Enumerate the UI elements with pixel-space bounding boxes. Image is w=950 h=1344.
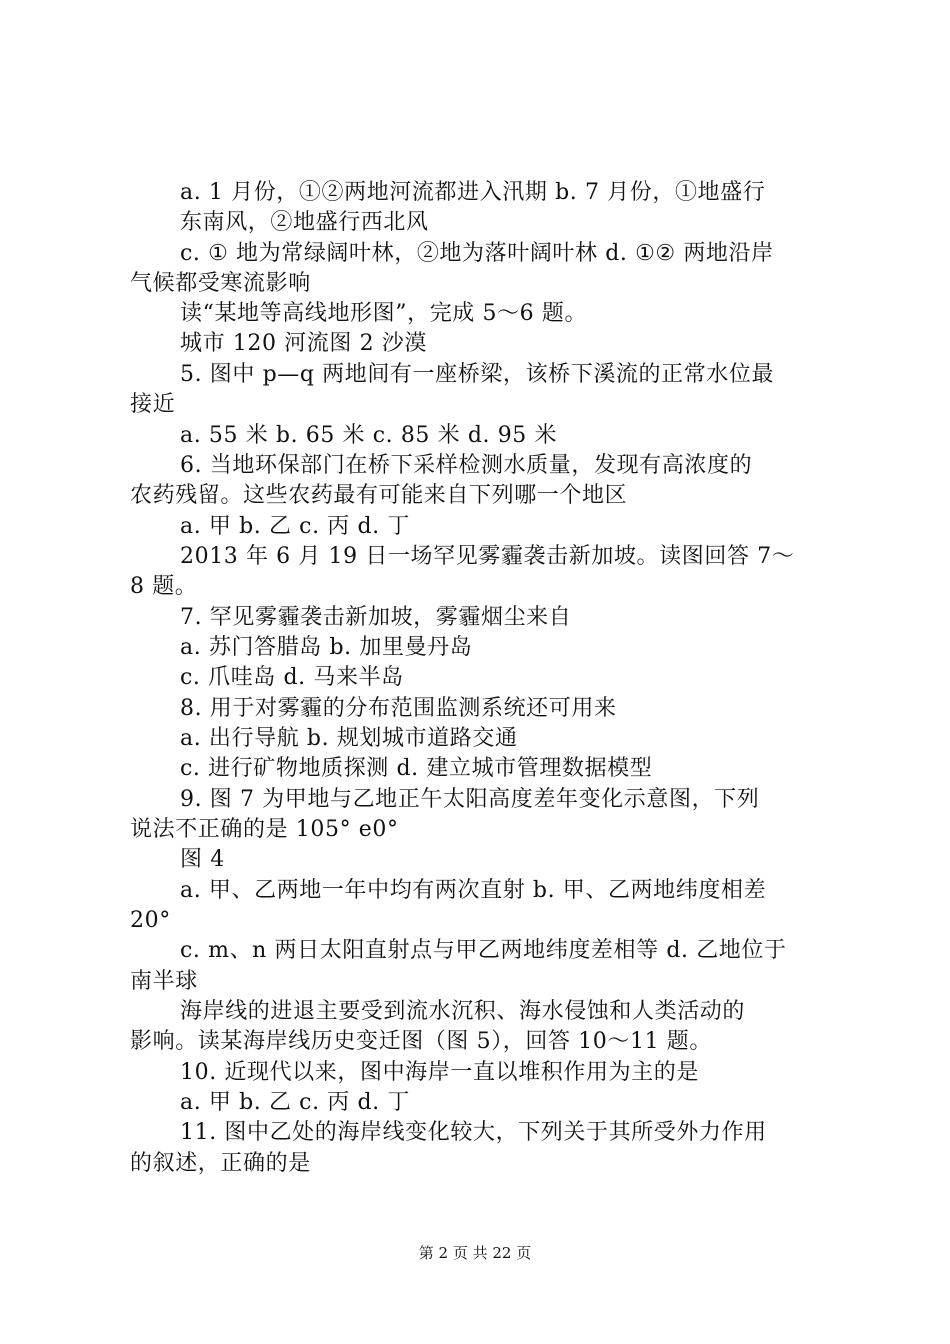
text-line: 9. 图 7 为甲地与乙地正午太阳高度差年变化示意图，下列 (180, 787, 760, 812)
text-line: 海岸线的进退主要受到流水沉积、海水侵蚀和人类活动的 (180, 999, 746, 1024)
page-footer: 第 2 页 共 22 页 (418, 1244, 532, 1262)
text-line: 影响。读某海岸线历史变迁图（图 5），回答 10～11 题。 (130, 1029, 712, 1054)
text-line: a. 苏门答腊岛 b. 加里曼丹岛 (180, 635, 473, 660)
text-line: a. 55 米 b. 65 米 c. 85 米 d. 95 米 (180, 423, 558, 448)
text-line: 南半球 (130, 969, 198, 994)
text-line: c. 进行矿物地质探测 d. 建立城市管理数据模型 (180, 756, 653, 781)
text-line: c. m、n 两日太阳直射点与甲乙两地纬度差相等 d. 乙地位于 (180, 938, 787, 963)
text-line: a. 甲 b. 乙 c. 丙 d. 丁 (180, 514, 410, 539)
text-line: 10. 近现代以来，图中海岸一直以堆积作用为主的是 (180, 1060, 699, 1085)
text-line: 8 题。 (130, 574, 198, 599)
text-line: 5. 图中 p—q 两地间有一座桥梁，该桥下溪流的正常水位最 (180, 362, 775, 387)
text-line: a. 甲、乙两地一年中均有两次直射 b. 甲、乙两地纬度相差 (180, 878, 767, 903)
text-line: 说法不正确的是 105° e0° (130, 817, 399, 842)
text-line: a. 1 月份，①②两地河流都进入汛期 b. 7 月份，①地盛行 (180, 180, 766, 205)
text-line: c. 爪哇岛 d. 马来半岛 (180, 665, 404, 690)
text-line: 6. 当地环保部门在桥下采样检测水质量，发现有高浓度的 (180, 453, 753, 478)
text-line: 的叙述，正确的是 (130, 1151, 311, 1176)
text-line: 8. 用于对雾霾的分布范围监测系统还可用来 (180, 696, 617, 721)
text-line: 气候都受寒流影响 (130, 271, 311, 296)
text-line: 接近 (130, 392, 176, 417)
text-line: 东南风，②地盛行西北风 (180, 210, 429, 235)
text-line: a. 出行导航 b. 规划城市道路交通 (180, 726, 518, 751)
text-line: 20° (130, 908, 171, 933)
text-line: 读“某地等高线地形图”，完成 5～6 题。 (180, 301, 588, 326)
text-line: 7. 罕见雾霾袭击新加坡，雾霾烟尘来自 (180, 605, 572, 630)
text-line: 城市 120 河流图 2 沙漠 (180, 331, 427, 356)
text-line: 农药残留。这些农药最有可能来自下列哪一个地区 (130, 483, 628, 508)
text-line: 2013 年 6 月 19 日一场罕见雾霾袭击新加坡。读图回答 7～ (180, 544, 795, 569)
text-line: a. 甲 b. 乙 c. 丙 d. 丁 (180, 1090, 410, 1115)
text-line: c. ① 地为常绿阔叶林，②地为落叶阔叶林 d. ①② 两地沿岸 (180, 241, 774, 266)
text-line: 11. 图中乙处的海岸线变化较大，下列关于其所受外力作用 (180, 1120, 767, 1145)
text-line: 图 4 (180, 847, 225, 872)
